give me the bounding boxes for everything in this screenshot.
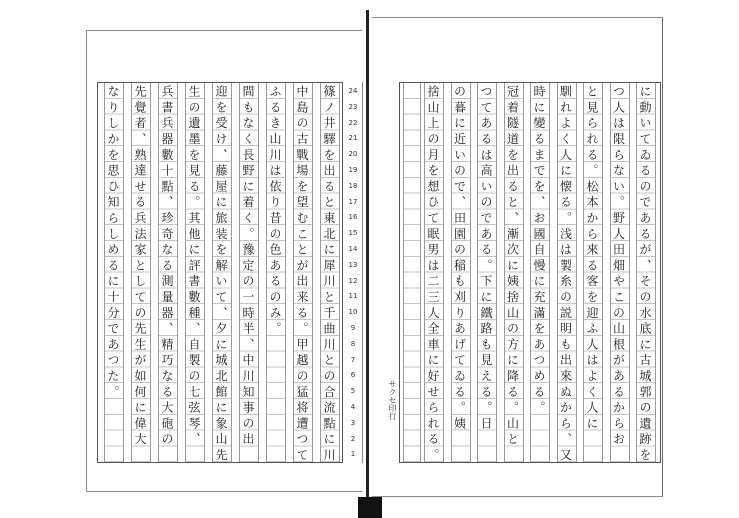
row-number: 17 — [348, 197, 358, 206]
right-column-3: と見られる。松本から來る客を迎ふ人はよく人に — [583, 83, 603, 462]
row-number-rule — [362, 82, 363, 463]
row-number: 3 — [350, 418, 356, 427]
right-column-1: に動いてゐるのであるが、その水底に古城郭の遺跡を — [636, 83, 656, 462]
right-column-7: つてあるは高いのである。下に鐵路も見える。日 — [477, 83, 497, 462]
right-column-5: 時に變るまでを、お國自慢に充滿をあつめる。 — [530, 83, 550, 462]
row-number: 13 — [348, 260, 358, 269]
row-number: 8 — [350, 339, 356, 348]
left-column-1: 篠ノ井驛を出ると東北に犀川と千曲川との合流點に川 — [320, 83, 340, 462]
row-number: 23 — [348, 102, 358, 111]
empty-column — [403, 83, 421, 462]
left-column-7: 兵書兵器數十點、珍奇なる測量器、精巧なる大砲の — [158, 83, 178, 462]
left-column-2: 中島の古戰場を望むことが出来る。甲越の猛将遭つて — [293, 83, 313, 462]
row-number: 22 — [348, 118, 358, 127]
row-number: 21 — [348, 134, 358, 143]
book-spine — [366, 10, 369, 500]
row-number: 10 — [348, 308, 358, 317]
left-column-5: 迎を受け、藤屋に旅装を解いて、夕に城北館に象山先 — [212, 83, 232, 462]
row-number: 18 — [348, 181, 358, 190]
row-number-column — [346, 84, 360, 463]
row-number: 20 — [348, 150, 358, 159]
row-number: 1 — [350, 450, 356, 459]
row-number: 5 — [350, 387, 356, 396]
left-column-9: なりしかを思ひ知らしめるに十分であつた。 — [104, 83, 124, 462]
row-number: 14 — [348, 244, 358, 253]
left-column-8: 先覺者、熟達せる兵法家としての先生が如何に偉大 — [131, 83, 151, 462]
row-number: 2 — [350, 434, 356, 443]
row-number: 6 — [350, 371, 356, 380]
row-number: 15 — [348, 229, 358, 238]
left-column-4: 間もなく長野に着く。豫定の一時半、中川知事の出 — [239, 83, 259, 462]
right-column-4: 馴れよく人に懐る。浅は製糸の説明も出來ぬから、又 — [557, 83, 577, 462]
row-number: 9 — [350, 323, 356, 332]
paper-imprint: サクセ印行 — [388, 380, 397, 420]
row-number: 24 — [348, 87, 358, 95]
right-column-2: つ人は限らない。野人田畑やこの山根があるからお — [610, 83, 630, 462]
left-column-6: 生の遺墨を見る。其他に評書數種、自製の七弦琴、 — [185, 83, 205, 462]
row-number: 19 — [348, 165, 358, 174]
row-number: 16 — [348, 213, 358, 222]
right-column-9: 捨山上の月を想ひて眠男は二三人全車に好せられる。 — [424, 83, 444, 462]
left-column-3: ふるき山川は依り昔の色あるのみ。 — [266, 83, 286, 462]
row-number: 4 — [350, 402, 356, 411]
spine-shadow — [358, 497, 382, 518]
right-column-8: の暮に近いので、田園の稲も刈りあげてゐる。姨 — [451, 83, 471, 462]
row-number: 12 — [348, 276, 358, 285]
row-number: 11 — [348, 292, 358, 301]
row-number: 7 — [350, 355, 356, 364]
right-column-6: 冠着隧道を出ると、漸次に姨捨山の方に降る。山と — [504, 83, 524, 462]
